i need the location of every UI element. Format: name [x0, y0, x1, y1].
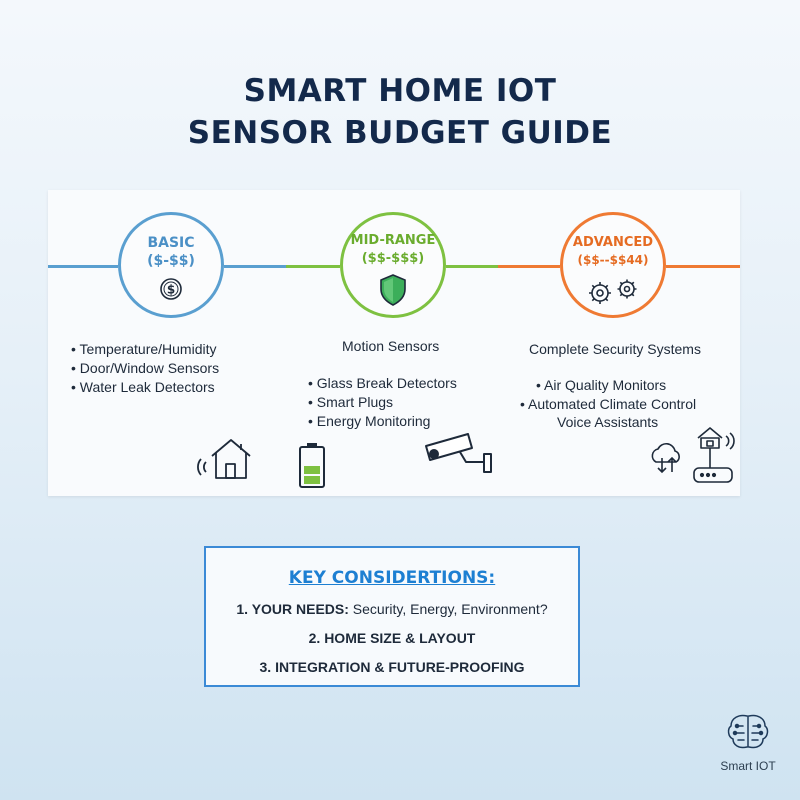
connector-line-basic	[48, 265, 118, 268]
connector-line-mid-left	[286, 265, 340, 268]
tier-circle-basic	[118, 212, 224, 318]
key-considerations-title: KEY CONSIDERTIONS:	[288, 568, 496, 588]
shield-icon	[378, 273, 408, 307]
basic-sensor-list	[71, 340, 219, 397]
title-line-1: SMART HOME IOT	[243, 73, 557, 109]
tier-circle-mid-range	[340, 212, 446, 318]
key-consideration-label: 3. INTEGRATION & FUTURE-PROOFING	[259, 659, 525, 675]
tier-price-basic: ($-$$)	[147, 253, 195, 269]
tier-price-mid-range: ($$-$$$)	[361, 251, 425, 266]
key-considerations-box	[204, 546, 580, 687]
list-item: • Air Quality Monitors	[536, 376, 696, 395]
svg-text:$: $	[166, 282, 176, 297]
smart-hub-icon	[690, 424, 738, 488]
key-consideration-item	[206, 601, 578, 617]
cloud-sync-icon	[646, 438, 690, 478]
connector-line-mid-right	[446, 265, 498, 268]
connector-line-advanced-right	[666, 265, 740, 268]
advanced-sensor-list	[528, 376, 697, 414]
list-item: • Energy Monitoring	[308, 412, 457, 431]
list-item: • Temperature/Humidity	[71, 340, 219, 359]
brain-circuit-icon	[725, 712, 771, 752]
key-consideration-item	[206, 630, 578, 646]
key-consideration-label: 2. HOME SIZE & LAYOUT	[308, 630, 476, 646]
list-item: • Water Leak Detectors	[71, 378, 219, 397]
brand-logo	[708, 712, 788, 773]
list-item: • Door/Window Sensors	[71, 359, 219, 378]
list-item: • Smart Plugs	[308, 393, 457, 412]
connector-line-advanced-left	[498, 265, 560, 268]
advanced-heading: Complete Security Systems	[529, 341, 701, 357]
key-consideration-detail: Security, Energy, Environment?	[348, 601, 548, 617]
dollar-coin-icon	[159, 277, 183, 301]
list-item: • Automated Climate Control	[520, 395, 696, 414]
mid-range-sensor-list	[308, 374, 457, 431]
mid-range-heading: Motion Sensors	[342, 338, 440, 354]
tier-name-mid-range: MID-RANGE	[350, 233, 436, 248]
tier-circle-advanced	[560, 212, 666, 318]
tier-name-basic: BASIC	[147, 235, 195, 251]
connector-line-basic-mid	[224, 265, 286, 268]
title-line-2: SENSOR BUDGET GUIDE	[187, 115, 613, 151]
tier-price-advanced: ($$--$$44)	[577, 253, 649, 267]
key-consideration-label: 1. YOUR NEEDS:	[236, 601, 349, 617]
list-item: • Glass Break Detectors	[308, 374, 457, 393]
smart-home-icon	[196, 434, 252, 480]
gears-icon	[583, 277, 645, 307]
advanced-extra-item: Voice Assistants	[557, 414, 659, 430]
brand-label: Smart IOT	[720, 759, 776, 773]
tier-name-advanced: ADVANCED	[572, 235, 654, 250]
battery-icon	[298, 442, 326, 488]
page-title	[0, 70, 800, 154]
key-consideration-item	[206, 659, 578, 675]
security-camera-icon	[422, 430, 494, 474]
